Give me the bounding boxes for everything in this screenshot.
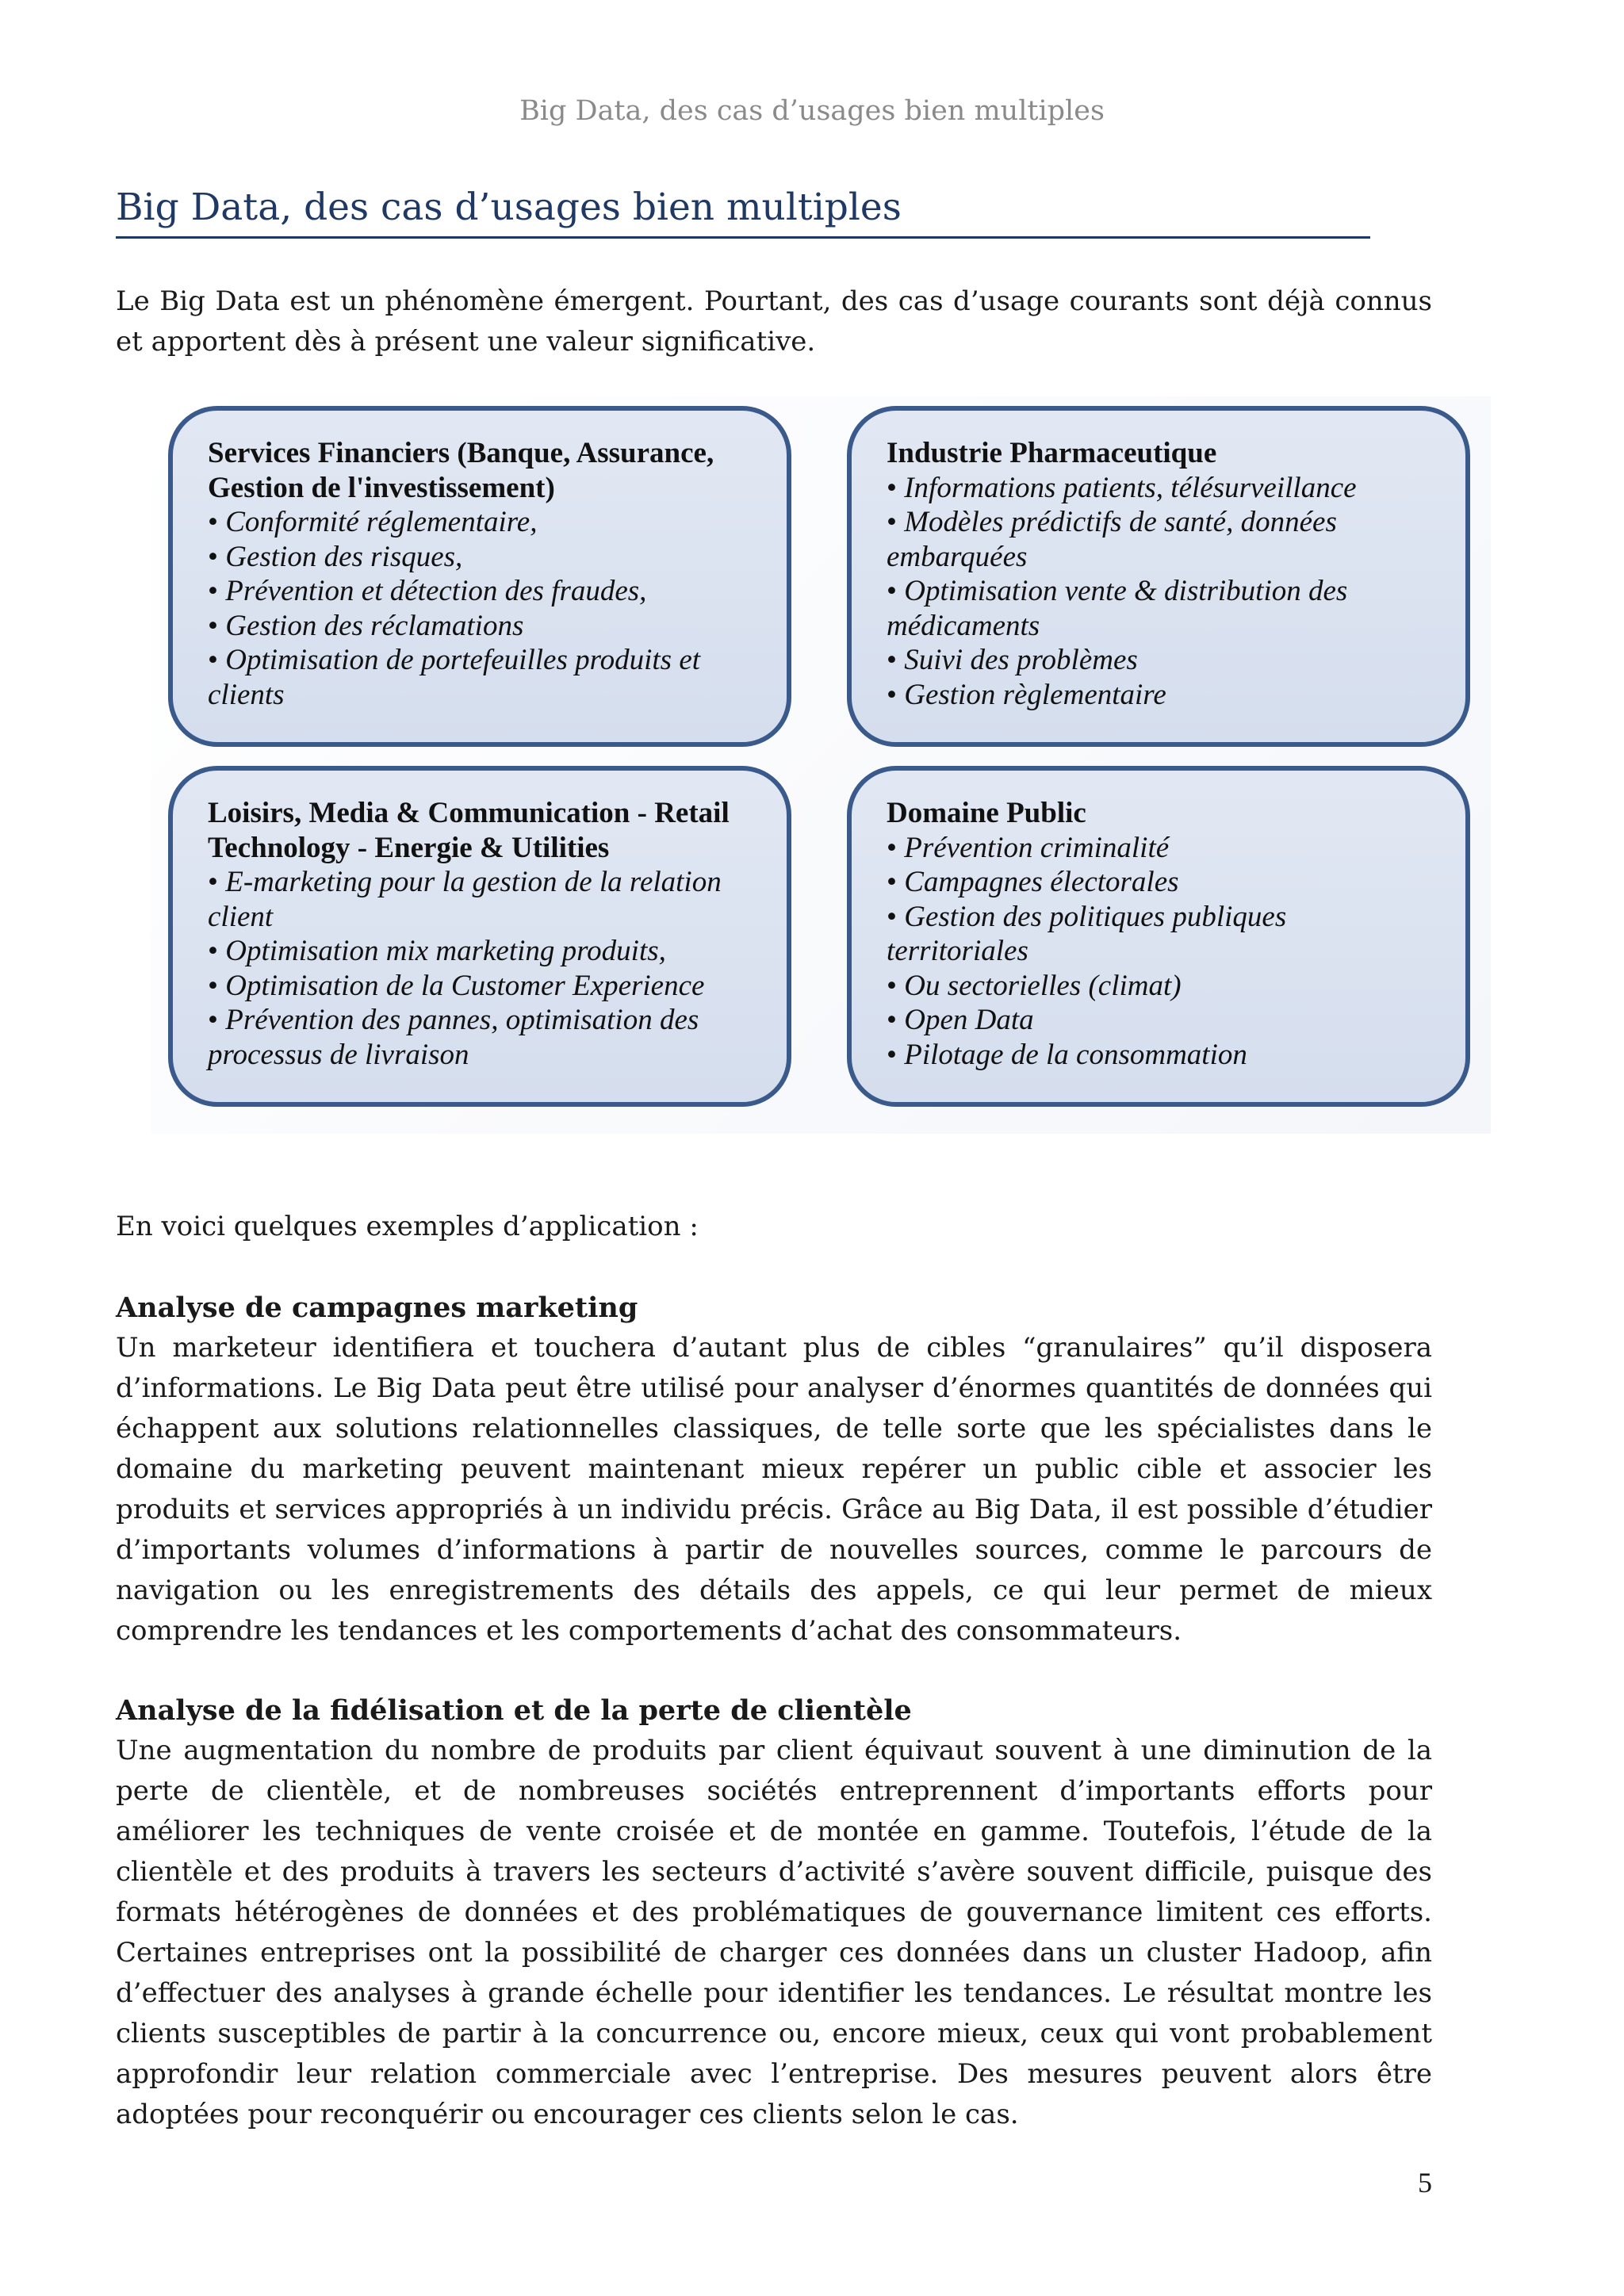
box-item-list [208,865,752,1072]
page-title: Big Data, des cas d’usages bien multiples [116,186,1370,239]
box-item-list [887,471,1431,713]
box-title: Loisirs, Media & Communication - Retail Technology - Energie & Utilities [208,797,730,864]
list-item: • Suivi des problèmes [887,643,1431,678]
section-body-retention: Une augmentation du nombre de produits par client équivaut souvent à une diminution de la perte de clientèle, et de nombreuses sociétés entreprennent d’importants efforts pour améliorer les techniques de vente croisée et de montée en gamme. Toutefois, l’étude de la clientèle et des produits à travers les secteurs d’activité s’avère souvent difficile, puisque des formats hétérogènes de données et des problématiques de gouvernance limitent ces efforts. Certaines entreprises ont la possibilité de charger ces données dans un cluster Hadoop, afin d’effectuer des analyses à grande échelle pour identifier les tendances. Le résultat montre les clients susceptibles de partir à la concurrence ou, encore mieux, ceux qui vont probablement approfondir leur relation commerciale avec l’entreprise. Des mesures peuvent alors être adoptées pour reconquérir ou encourager ces clients selon le cas. [116,1735,1432,2130]
use-cases-diagram [151,396,1491,1134]
list-item: • Pilotage de la consommation [887,1038,1431,1073]
list-item: • Optimisation de la Customer Experience [208,969,752,1004]
section-heading-marketing: Analyse de campagnes marketing [116,1292,638,1324]
section-body-marketing: Un marketeur identifiera et touchera d’autant plus de cibles “granulaires” qu’il disposera d’informations. Le Big Data peut être utilisé pour analyser d’énormes quantités de données qui échappent aux solutions relationnelles classiques, de telle sorte que les spécialistes dans le domaine du marketing peuvent maintenant mieux repérer un public cible et associer les produits et services appropriés à un individu précis. Grâce au Big Data, il est possible d’étudier d’importants volumes d’informations à partir de nouvelles sources, comme le parcours de navigation ou les enregistrements des détails des appels, ce qui leur permet de mieux comprendre les tendances et les comportements d’achat des consommateurs. [116,1332,1432,1647]
list-item: • Conformité réglementaire, [208,505,752,540]
list-item: • Campagnes électorales [887,865,1431,900]
box-item-list [887,831,1431,1073]
list-item: • Gestion règlementaire [887,678,1431,713]
box-title: Industrie Pharmaceutique [887,437,1217,469]
box-title: Domaine Public [887,797,1086,829]
page-number: 5 [1418,2167,1432,2198]
box-public-domain [847,766,1470,1107]
box-media-retail-energy [168,766,791,1107]
box-pharmaceutical-industry [847,406,1470,747]
list-item: • Optimisation vente & distribution des médicaments [887,574,1431,643]
list-item: • Prévention criminalité [887,831,1431,866]
examples-intro: En voici quelques exemples d’application : [116,1211,699,1242]
list-item: • Prévention et détection des fraudes, [208,574,752,609]
list-item: • Ou sectorielles (climat) [887,969,1431,1004]
running-header: Big Data, des cas d’usages bien multiples [519,95,1105,127]
box-financial-services [168,406,791,747]
box-title: Services Financiers (Banque, Assurance, Gestion de l'investissement) [208,437,714,504]
section-heading-retention: Analyse de la fidélisation et de la perte de clientèle [116,1694,912,1727]
list-item: • Gestion des politiques publiques territoriales [887,900,1431,969]
box-item-list [208,505,752,712]
list-item: • Gestion des risques, [208,540,752,575]
list-item: • Prévention des pannes, optimisation des processus de livraison [208,1003,752,1072]
list-item: • Optimisation mix marketing produits, [208,934,752,969]
list-item: • Open Data [887,1003,1431,1038]
list-item: • Gestion des réclamations [208,609,752,644]
list-item: • E-marketing pour la gestion de la relation client [208,865,752,934]
list-item: • Optimisation de portefeuilles produits et clients [208,643,752,712]
list-item: • Informations patients, télésurveillance [887,471,1431,506]
list-item: • Modèles prédictifs de santé, données embarquées [887,505,1431,574]
intro-paragraph: Le Big Data est un phénomène émergent. Pourtant, des cas d’usage courants sont déjà connus et apportent dès à présent une valeur significative. [116,285,1432,358]
